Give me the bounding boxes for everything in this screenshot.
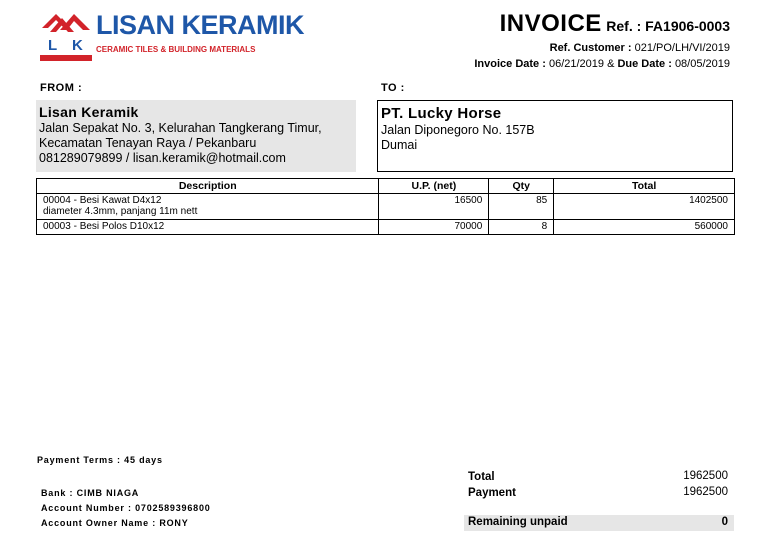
- from-contact-line: 081289079899 / lisan.keramik@hotmail.com: [39, 151, 286, 165]
- column-header-total: Total: [554, 179, 735, 194]
- date-separator: &: [604, 58, 618, 70]
- ref-customer-label: Ref. Customer :: [549, 42, 635, 54]
- table-row: [37, 194, 735, 220]
- remaining-label: Remaining unpaid: [468, 516, 568, 528]
- svg-text:L: L: [48, 37, 58, 54]
- to-address-line: Jalan Diponegoro No. 157B: [381, 123, 535, 137]
- dates-line: [474, 58, 730, 70]
- column-header-description: Description: [37, 179, 379, 194]
- from-company-name: Lisan Keramik: [39, 104, 139, 120]
- logo-company-name: LISAN KERAMIK: [96, 10, 304, 40]
- logo-tagline: CERAMIC TILES & BUILDING MATERIALS: [96, 45, 256, 54]
- item-total: 560000: [554, 220, 735, 235]
- column-header-qty: Qty: [489, 179, 554, 194]
- remaining-unpaid-bar: [464, 515, 734, 531]
- item-unit-price: 16500: [379, 194, 489, 220]
- payment-terms: Payment Terms : 45 days: [37, 455, 163, 465]
- to-company-name: PT. Lucky Horse: [381, 105, 502, 122]
- invoice-ref-label: Ref. :: [606, 18, 646, 34]
- column-header-unit-price: U.P. (net): [379, 179, 489, 194]
- payment-label: Payment: [468, 487, 516, 499]
- from-label: FROM :: [40, 82, 83, 94]
- item-qty: 8: [489, 220, 554, 235]
- table-header-row: [37, 179, 735, 194]
- account-owner: Account Owner Name : RONY: [41, 518, 189, 528]
- item-description-cell: [37, 194, 379, 220]
- invoice-title-block: [500, 10, 730, 38]
- table-row: [37, 220, 735, 235]
- invoice-title: INVOICE: [499, 10, 602, 37]
- svg-text:K: K: [72, 37, 83, 54]
- item-unit-price: 70000: [379, 220, 489, 235]
- payment-value: 1962500: [683, 486, 728, 498]
- to-label: TO :: [381, 82, 405, 94]
- invoice-ref: FA1906-0003: [645, 18, 730, 34]
- company-logo: [40, 8, 304, 64]
- item-description-cell: [37, 220, 379, 235]
- ref-customer-line: [550, 42, 730, 54]
- account-number: Account Number : 0702589396800: [41, 503, 211, 513]
- to-address-box: [377, 100, 733, 172]
- to-address-line: Dumai: [381, 138, 418, 152]
- total-value: 1962500: [683, 470, 728, 482]
- bank-name: Bank : CIMB NIAGA: [41, 488, 140, 498]
- remaining-value: 0: [721, 516, 728, 528]
- from-address-line: Jalan Sepakat No. 3, Kelurahan Tangkerang Timur,: [39, 121, 322, 135]
- item-description-detail: diameter 4.3mm, panjang 11m nett: [43, 206, 198, 217]
- item-total: 1402500: [554, 194, 735, 220]
- due-date-label: Due Date :: [617, 58, 675, 70]
- due-date-value: 08/05/2019: [674, 58, 730, 70]
- ref-customer-value: 021/PO/LH/VI/2019: [634, 42, 730, 54]
- total-label: Total: [468, 471, 495, 483]
- item-qty: 85: [489, 194, 554, 220]
- from-address-box: [36, 100, 356, 172]
- invoice-date-label: Invoice Date :: [474, 58, 549, 70]
- item-description: 00003 - Besi Polos D10x12: [43, 221, 165, 232]
- invoice-date-value: 06/21/2019: [548, 58, 605, 70]
- from-address-line: Kecamatan Tenayan Raya / Pekanbaru: [39, 136, 257, 150]
- logo-house-icon: [40, 8, 92, 64]
- invoice-items-table: [36, 178, 735, 235]
- item-description: 00004 - Besi Kawat D4x12: [43, 195, 162, 206]
